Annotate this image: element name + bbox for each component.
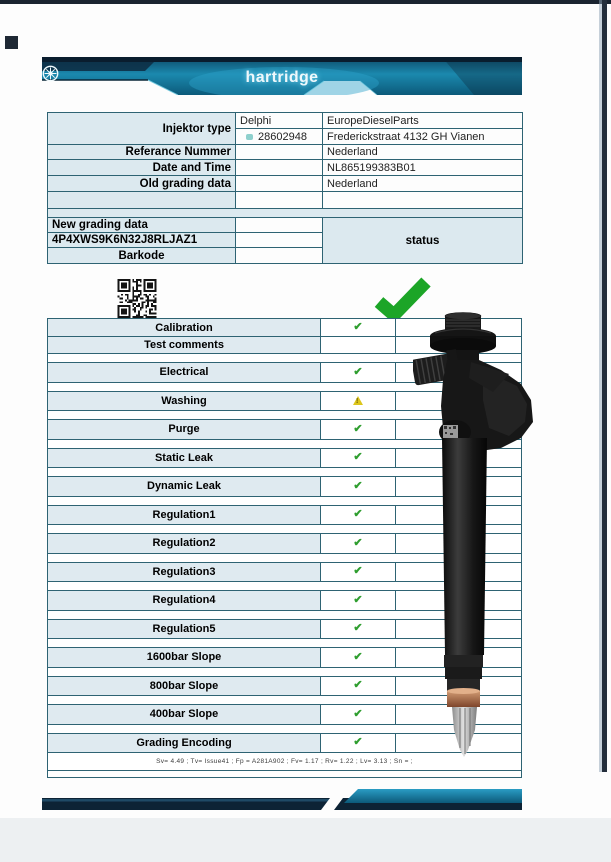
test-label: 1600bar Slope [48, 648, 321, 667]
scan-edge-right [602, 0, 607, 772]
test-status-cell [321, 363, 396, 382]
test-label: Grading Encoding [48, 734, 321, 753]
scan-edge-top [0, 0, 611, 4]
test-status-cell [321, 705, 396, 724]
pass-check-icon: ✔ [353, 565, 363, 578]
warning-icon [353, 396, 363, 405]
test-status-cell [321, 734, 396, 753]
test-label: Regulation5 [48, 620, 321, 639]
pass-check-icon: ✔ [353, 508, 363, 521]
test-status-cell [321, 319, 396, 336]
empty-value-cell [323, 192, 523, 209]
test-label: Regulation1 [48, 506, 321, 525]
pass-check-icon: ✔ [353, 365, 363, 378]
test-label: Calibration [48, 319, 321, 336]
date-value: NL865199383B01 [323, 160, 523, 176]
test-status-cell [321, 477, 396, 496]
spacer-row [48, 209, 523, 218]
hartridge-logo-text: hartridge [245, 69, 319, 86]
test-label: Electrical [48, 363, 321, 382]
pass-check-icon: ✔ [353, 707, 363, 720]
test-label: Regulation3 [48, 563, 321, 582]
injector-info-table [47, 112, 523, 264]
pass-check-icon: ✔ [353, 650, 363, 663]
new-grading-code: 4P4XWS9K6N32J8RLJAZ1 [48, 233, 236, 248]
header-banner [42, 57, 522, 95]
company-address-value: Frederickstraat 4132 GH Vianen [323, 129, 523, 145]
pass-check-icon: ✔ [353, 593, 363, 606]
test-label: Washing [48, 392, 321, 411]
new-grading-label: New grading data [48, 218, 236, 233]
status-label: status [323, 218, 523, 264]
old-grading-mid-cell [236, 176, 323, 192]
reference-mid-cell [236, 145, 323, 160]
test-status-cell [321, 506, 396, 525]
injector-number-value: 28602948 [258, 130, 307, 143]
hartridge-logo-icon [42, 65, 59, 82]
qr-code [116, 279, 158, 318]
barcode-label: Barkode [48, 248, 236, 264]
barcode-mid-cell [236, 248, 323, 264]
reference-label: Referance Nummer [48, 145, 236, 160]
pass-check-icon: ✔ [353, 736, 363, 749]
test-status-cell [321, 677, 396, 696]
table-bottom-strip [48, 770, 521, 777]
grading-code-mid-cell [236, 233, 323, 248]
injector-number-cell [236, 129, 323, 145]
old-grading-value: Nederland [323, 176, 523, 192]
injector-bullet-icon [246, 134, 253, 140]
pass-check-icon: ✔ [353, 622, 363, 635]
injector-photo [413, 310, 539, 762]
pass-check-icon: ✔ [353, 422, 363, 435]
footer-banner-shape [42, 788, 522, 813]
test-status-cell [321, 534, 396, 553]
pass-check-icon: ✔ [353, 479, 363, 492]
test-label: Dynamic Leak [48, 477, 321, 496]
empty-mid-cell [236, 192, 323, 209]
test-status-cell [321, 563, 396, 582]
page-bottom-shade [0, 818, 611, 862]
test-status-cell [321, 620, 396, 639]
company-name-value: EuropeDieselParts [323, 113, 523, 129]
old-grading-label: Old grading data [48, 176, 236, 192]
test-status-cell [321, 591, 396, 610]
footer-banner [42, 788, 522, 813]
injector-type-label: Injektor type [48, 113, 236, 145]
test-status-cell [321, 648, 396, 667]
reference-value: Nederland [323, 145, 523, 160]
hartridge-logo [42, 65, 522, 91]
test-status-cell [321, 420, 396, 439]
test-label: 800bar Slope [48, 677, 321, 696]
date-mid-cell [236, 160, 323, 176]
report-footer-note: Sv= 4.49 ; Tv= Issue41 ; Fp = A281A902 ; Fv= 1.17 ; Rv= 1.22 ; Lv= 3.13 ; Sn = ; [48, 752, 521, 770]
test-status-cell [321, 392, 396, 411]
test-label: Regulation2 [48, 534, 321, 553]
test-label: Regulation4 [48, 591, 321, 610]
new-grading-mid-cell [236, 218, 323, 233]
scan-artifact-square [5, 36, 18, 49]
date-label: Date and Time [48, 160, 236, 176]
test-label: Purge [48, 420, 321, 439]
test-status-cell [321, 337, 396, 353]
pass-check-icon: ✔ [353, 321, 363, 333]
injector-brand-value: Delphi [236, 113, 323, 129]
warning-exclamation: ! [356, 398, 359, 406]
pass-check-icon: ✔ [353, 536, 363, 549]
empty-label-cell [48, 192, 236, 209]
test-label: 400bar Slope [48, 705, 321, 724]
test-label: Test comments [48, 337, 321, 353]
pass-check-icon: ✔ [353, 451, 363, 464]
pass-check-icon: ✔ [353, 679, 363, 692]
test-label: Static Leak [48, 449, 321, 468]
test-status-cell [321, 449, 396, 468]
